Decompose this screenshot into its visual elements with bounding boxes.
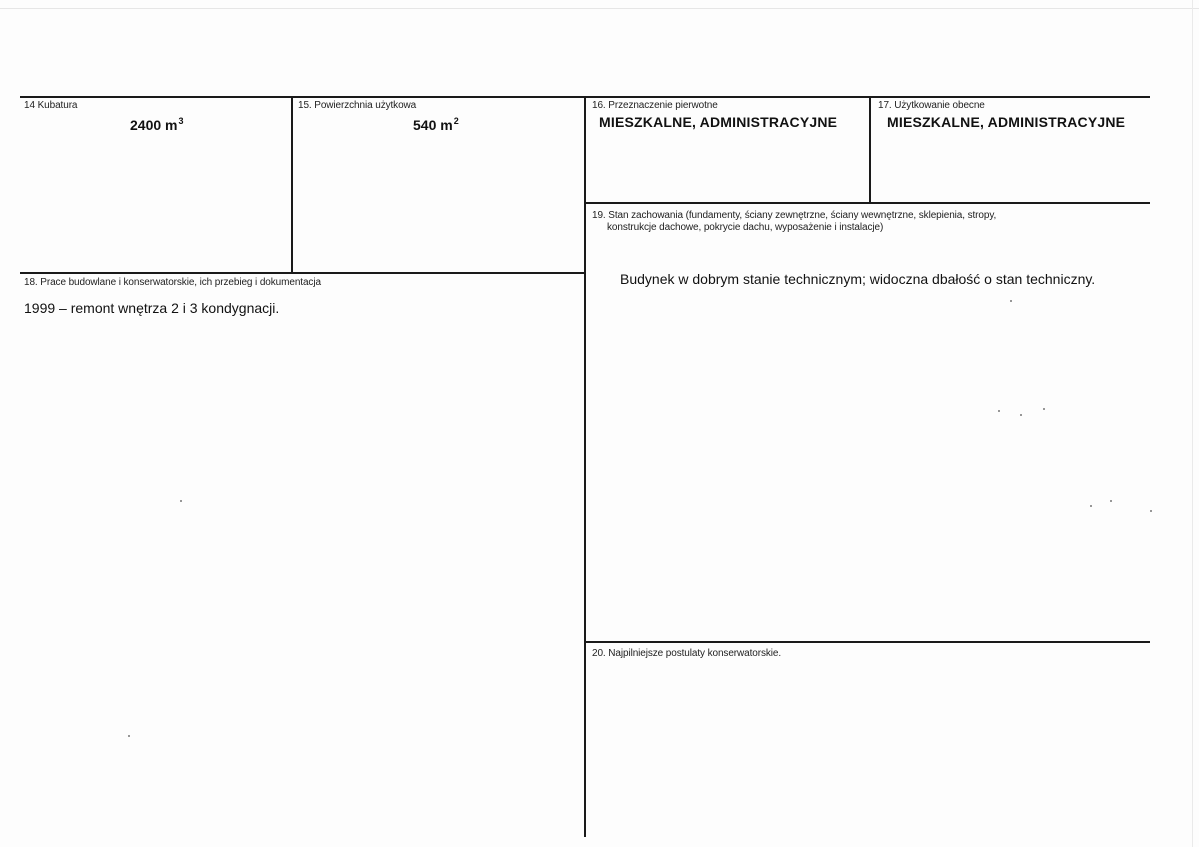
line-above-19	[586, 202, 1150, 204]
line-above-18	[20, 272, 586, 274]
scan-speck	[1150, 510, 1152, 512]
field-19-label: 19. Stan zachowania (fundamenty, ściany zewnętrzne, ściany wewnętrzne, sklepienia, stropy,	[592, 210, 997, 221]
field-15-value: 540 $m^2$	[413, 116, 459, 133]
scan-speck	[1090, 505, 1092, 507]
field-14-label: 14 Kubatura	[24, 100, 78, 111]
scan-speck	[1110, 500, 1112, 502]
field-18-label: 18. Prace budowlane i konserwatorskie, ich przebieg i dokumentacja	[24, 277, 321, 288]
field-15-label: 15. Powierzchnia użytkowa	[298, 100, 417, 111]
field-18-value: 1999 – remont wnętrza 2 i 3 kondygnacji.	[24, 300, 280, 316]
field-16-value: MIESZKALNE, ADMINISTRACYJNE	[599, 114, 838, 130]
scan-speck	[998, 410, 1000, 412]
divider-center	[584, 97, 586, 837]
line-above-20	[586, 641, 1150, 643]
field-14-value: 2400 $m^3$	[130, 116, 184, 133]
field-20-label: 20. Najpilniejsze postulaty konserwatorskie.	[592, 648, 782, 659]
field-19-label-line2: konstrukcje dachowe, pokrycie dachu, wyposażenie i instalacje)	[607, 222, 884, 233]
scan-speck	[128, 735, 130, 737]
divider-14-15	[291, 97, 293, 274]
scan-speck	[1020, 414, 1022, 416]
field-16-label: 16. Przeznaczenie pierwotne	[592, 100, 718, 111]
divider-16-17	[869, 97, 871, 203]
paper-edge-top	[0, 8, 1199, 9]
field-19-value: Budynek w dobrym stanie technicznym; widoczna dbałość o stan techniczny.	[620, 271, 1096, 287]
field-17-value: MIESZKALNE, ADMINISTRACYJNE	[887, 114, 1126, 130]
scan-speck	[1010, 300, 1012, 302]
scan-speck	[180, 500, 182, 502]
field-17-label: 17. Użytkowanie obecne	[878, 100, 985, 111]
paper-edge-right	[1192, 0, 1193, 847]
scan-speck	[1043, 408, 1045, 410]
